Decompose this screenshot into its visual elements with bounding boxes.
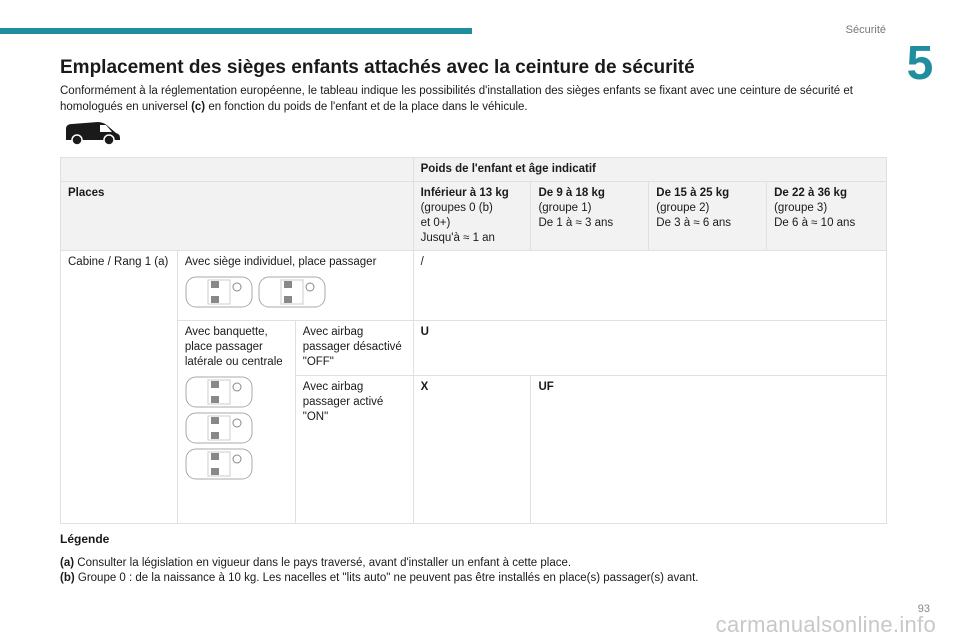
cabin-label: Cabine / Rang 1 (a) bbox=[61, 251, 178, 524]
individual-seat-diagrams bbox=[185, 276, 406, 313]
legend-key: (b) bbox=[60, 572, 75, 584]
seat-layout-icon bbox=[258, 276, 326, 308]
group-line: (groupe 2) bbox=[656, 202, 710, 214]
individual-seat-label: Avec siège individuel, place passager bbox=[184, 256, 377, 268]
legend-text: Groupe 0 : de la naissance à 10 kg. Les nacelles et "lits auto" ne peuvent pas être installés en place(s) passager(s) avant. bbox=[74, 572, 699, 584]
intro-paragraph bbox=[60, 83, 890, 115]
seat-layout-icon bbox=[185, 276, 253, 308]
airbag-on-label: Avec airbag passager activé "ON" bbox=[295, 376, 413, 524]
group-2-cell bbox=[649, 182, 767, 251]
group-title: Inférieur à 13 kg bbox=[420, 187, 509, 199]
airbag-on-value-group1-3: UF bbox=[531, 376, 887, 524]
legend-key: (a) bbox=[60, 557, 75, 569]
weight-header: Poids de l'enfant et âge indicatif bbox=[413, 158, 886, 182]
group-line: (groupe 3) bbox=[774, 202, 828, 214]
places-header: Places bbox=[61, 182, 414, 251]
intro-text-part1: Conformément à la réglementation européenne, le tableau indique les possibilités d'installation des sièges enfants se fixant avec une ceinture de sécurité et homologués en universel bbox=[60, 85, 853, 113]
legend-title: Légende bbox=[60, 532, 110, 546]
group-line: (groupe 1) bbox=[538, 202, 592, 214]
seat-layout-icon bbox=[185, 448, 253, 480]
airbag-off-value: U bbox=[413, 321, 886, 376]
intro-text-part2: en fonction du poids de l'enfant et de la place dans le véhicule. bbox=[205, 101, 528, 113]
child-seat-table bbox=[60, 157, 887, 524]
legend-item-b bbox=[60, 571, 900, 586]
intro-key-c: (c) bbox=[191, 101, 206, 113]
individual-seat-cell bbox=[177, 251, 413, 321]
group-line: De 3 à ≈ 6 ans bbox=[656, 217, 731, 229]
group-title: De 9 à 18 kg bbox=[538, 187, 605, 199]
section-name: Sécurité bbox=[845, 24, 886, 36]
group-line: Jusqu'à ≈ 1 an bbox=[420, 232, 495, 244]
bench-label: Avec banquette, place passager latérale ou centrale bbox=[184, 326, 283, 368]
group-3-cell bbox=[767, 182, 887, 251]
group-title: De 15 à 25 kg bbox=[656, 187, 730, 199]
airbag-on-value-group0: X bbox=[413, 376, 531, 524]
van-icon bbox=[64, 118, 122, 151]
legend-item-a bbox=[60, 556, 900, 571]
group-line: De 6 à ≈ 10 ans bbox=[774, 217, 856, 229]
group-line: et 0+) bbox=[420, 217, 451, 229]
watermark: carmanualsonline.info bbox=[715, 612, 936, 637]
group-line: De 1 à ≈ 3 ans bbox=[538, 217, 614, 229]
group-0-cell bbox=[413, 182, 531, 251]
empty-header-cell bbox=[61, 158, 414, 182]
page-number: 93 bbox=[917, 603, 930, 615]
legend-text: Consulter la législation en vigueur dans le pays traversé, avant d'installer un enfant à cette place. bbox=[74, 557, 572, 569]
seat-layout-icon bbox=[185, 412, 253, 444]
seat-layout-icon bbox=[185, 376, 253, 408]
bench-seat-diagrams bbox=[185, 376, 288, 480]
section-color-bar bbox=[0, 28, 472, 34]
individual-seat-value: / bbox=[413, 251, 886, 321]
page-title: Emplacement des sièges enfants attachés avec la ceinture de sécurité bbox=[60, 57, 695, 78]
group-1-cell bbox=[531, 182, 649, 251]
group-line: (groupes 0 (b) bbox=[420, 202, 493, 214]
chapter-number: 5 bbox=[906, 37, 934, 90]
group-title: De 22 à 36 kg bbox=[774, 187, 847, 199]
airbag-off-label: Avec airbag passager désactivé "OFF" bbox=[295, 321, 413, 376]
bench-cell bbox=[177, 321, 295, 524]
